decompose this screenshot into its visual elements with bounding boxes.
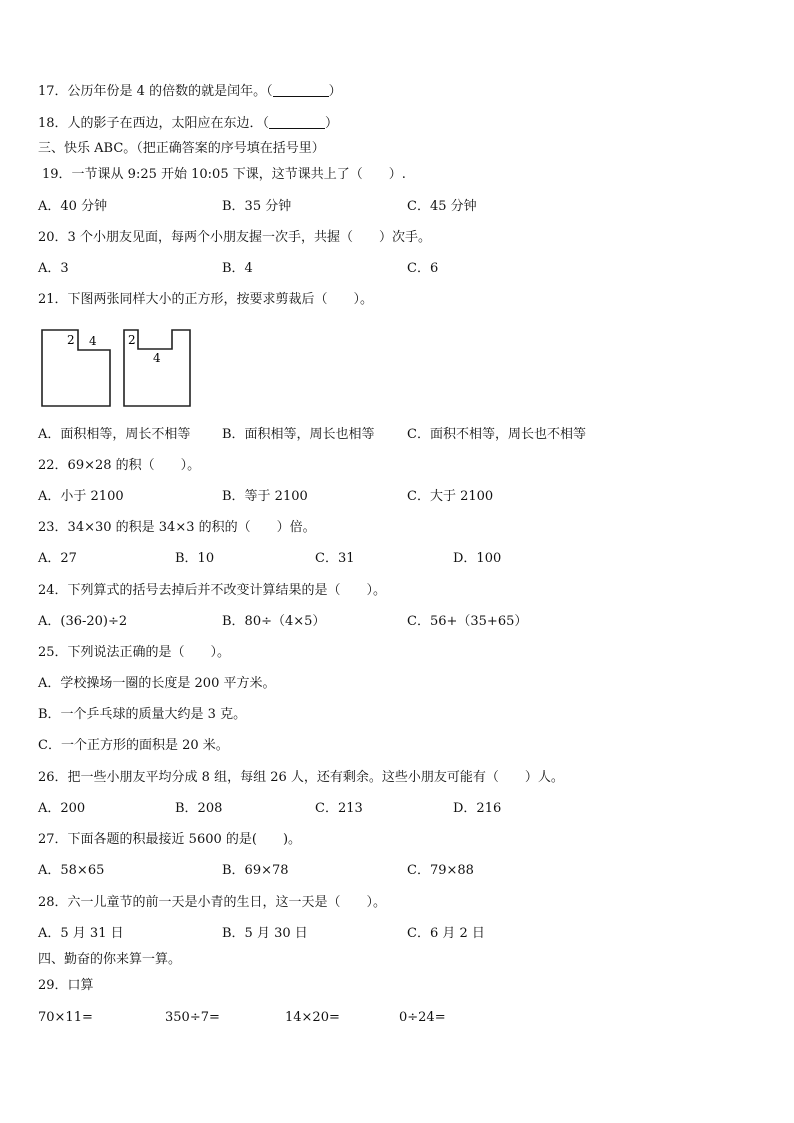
question-19-stem: 19．一节课从 9:25 开始 10:05 下课，这节课共上了（ ）. (42, 167, 406, 182)
option-b[interactable]: B．69×78 (222, 863, 289, 878)
right-label-2: 2 (128, 333, 136, 347)
oral-calc-1: 70×11= (38, 1010, 93, 1025)
paren-close: ） (325, 116, 339, 131)
option-b[interactable]: B．等于 2100 (222, 489, 308, 504)
option-a[interactable]: A．200 (38, 801, 86, 816)
option-c[interactable]: C．213 (315, 801, 363, 816)
option-c[interactable]: C．45 分钟 (407, 199, 477, 214)
question-18 (38, 116, 338, 132)
question-24-stem: 24．下列算式的括号去掉后并不改变计算结果的是（ ）。 (38, 583, 387, 598)
oral-calc-2: 350÷7= (165, 1010, 220, 1025)
option-a[interactable]: A．58×65 (38, 863, 105, 878)
option-b[interactable]: B．一个乒乓球的质量大约是 3 克。 (38, 707, 247, 722)
option-c[interactable]: C．6 (407, 261, 439, 276)
option-b[interactable]: B．35 分钟 (222, 199, 292, 214)
left-label-4: 4 (89, 334, 97, 348)
paren-close: ） (328, 84, 342, 99)
option-c[interactable]: C．一个正方形的面积是 20 米。 (38, 738, 229, 753)
option-a[interactable]: A．3 (38, 261, 69, 276)
answer-blank[interactable] (269, 116, 325, 129)
question-23-stem: 23．34×30 的积是 34×3 的积的（ ）倍。 (38, 520, 316, 535)
answer-blank[interactable] (273, 84, 329, 97)
cut-squares-figure (40, 327, 200, 409)
option-a[interactable]: A．(36-20)÷2 (38, 614, 128, 629)
oral-calc-3: 14×20= (285, 1010, 340, 1025)
option-c[interactable]: C．面积不相等，周长也不相等 (407, 427, 586, 442)
option-b[interactable]: B．5 月 30 日 (222, 926, 308, 941)
option-b[interactable]: B．4 (222, 261, 253, 276)
question-26-stem: 26．把一些小朋友平均分成 8 组，每组 26 人，还有剩余。这些小朋友可能有（ ）人。 (38, 770, 564, 785)
option-c[interactable]: C．79×88 (407, 863, 474, 878)
section-3-heading: 三、快乐 ABC。（把正确答案的序号填在括号里） (38, 141, 325, 156)
question-17 (38, 84, 342, 100)
oral-calc-4: 0÷24= (399, 1010, 446, 1025)
option-c[interactable]: C．6 月 2 日 (407, 926, 485, 941)
question-25-stem: 25．下列说法正确的是（ ）。 (38, 645, 231, 660)
option-c[interactable]: C．31 (315, 551, 355, 566)
option-c[interactable]: C．56+（35+65） (407, 614, 528, 629)
question-28-stem: 28．六一儿童节的前一天是小青的生日，这一天是（ ）。 (38, 895, 387, 910)
left-cut-square (42, 330, 110, 406)
option-b[interactable]: B．80÷（4×5） (222, 614, 326, 629)
option-a[interactable]: A．27 (38, 551, 77, 566)
question-17-text: 17．公历年份是 4 的倍数的就是闰年。（ (38, 84, 273, 99)
option-a[interactable]: A．40 分钟 (38, 199, 108, 214)
option-a[interactable]: A．面积相等，周长不相等 (38, 427, 191, 442)
question-21-stem: 21．下图两张同样大小的正方形，按要求剪裁后（ ）。 (38, 292, 374, 307)
question-18-text: 18．人的影子在西边，太阳应在东边．（ (38, 116, 270, 131)
option-a[interactable]: A．学校操场一圈的长度是 200 平方米。 (38, 676, 276, 691)
option-b[interactable]: B．208 (175, 801, 223, 816)
option-a[interactable]: A．5 月 31 日 (38, 926, 124, 941)
option-c[interactable]: C．大于 2100 (407, 489, 494, 504)
right-label-4: 4 (153, 351, 161, 365)
question-29-stem: 29．口算 (38, 978, 94, 993)
question-22-stem: 22．69×28 的积（ ）。 (38, 458, 201, 473)
section-4-heading: 四、勤奋的你来算一算。 (38, 952, 182, 967)
option-b[interactable]: B．面积相等，周长也相等 (222, 427, 375, 442)
question-27-stem: 27．下面各题的积最接近 5600 的是( )。 (38, 832, 302, 847)
option-a[interactable]: A．小于 2100 (38, 489, 124, 504)
option-d[interactable]: D．216 (453, 801, 502, 816)
option-b[interactable]: B．10 (175, 551, 215, 566)
left-label-2: 2 (67, 333, 75, 347)
option-d[interactable]: D．100 (453, 551, 502, 566)
question-20-stem: 20．3 个小朋友见面，每两个小朋友握一次手，共握（ ）次手。 (38, 230, 431, 245)
